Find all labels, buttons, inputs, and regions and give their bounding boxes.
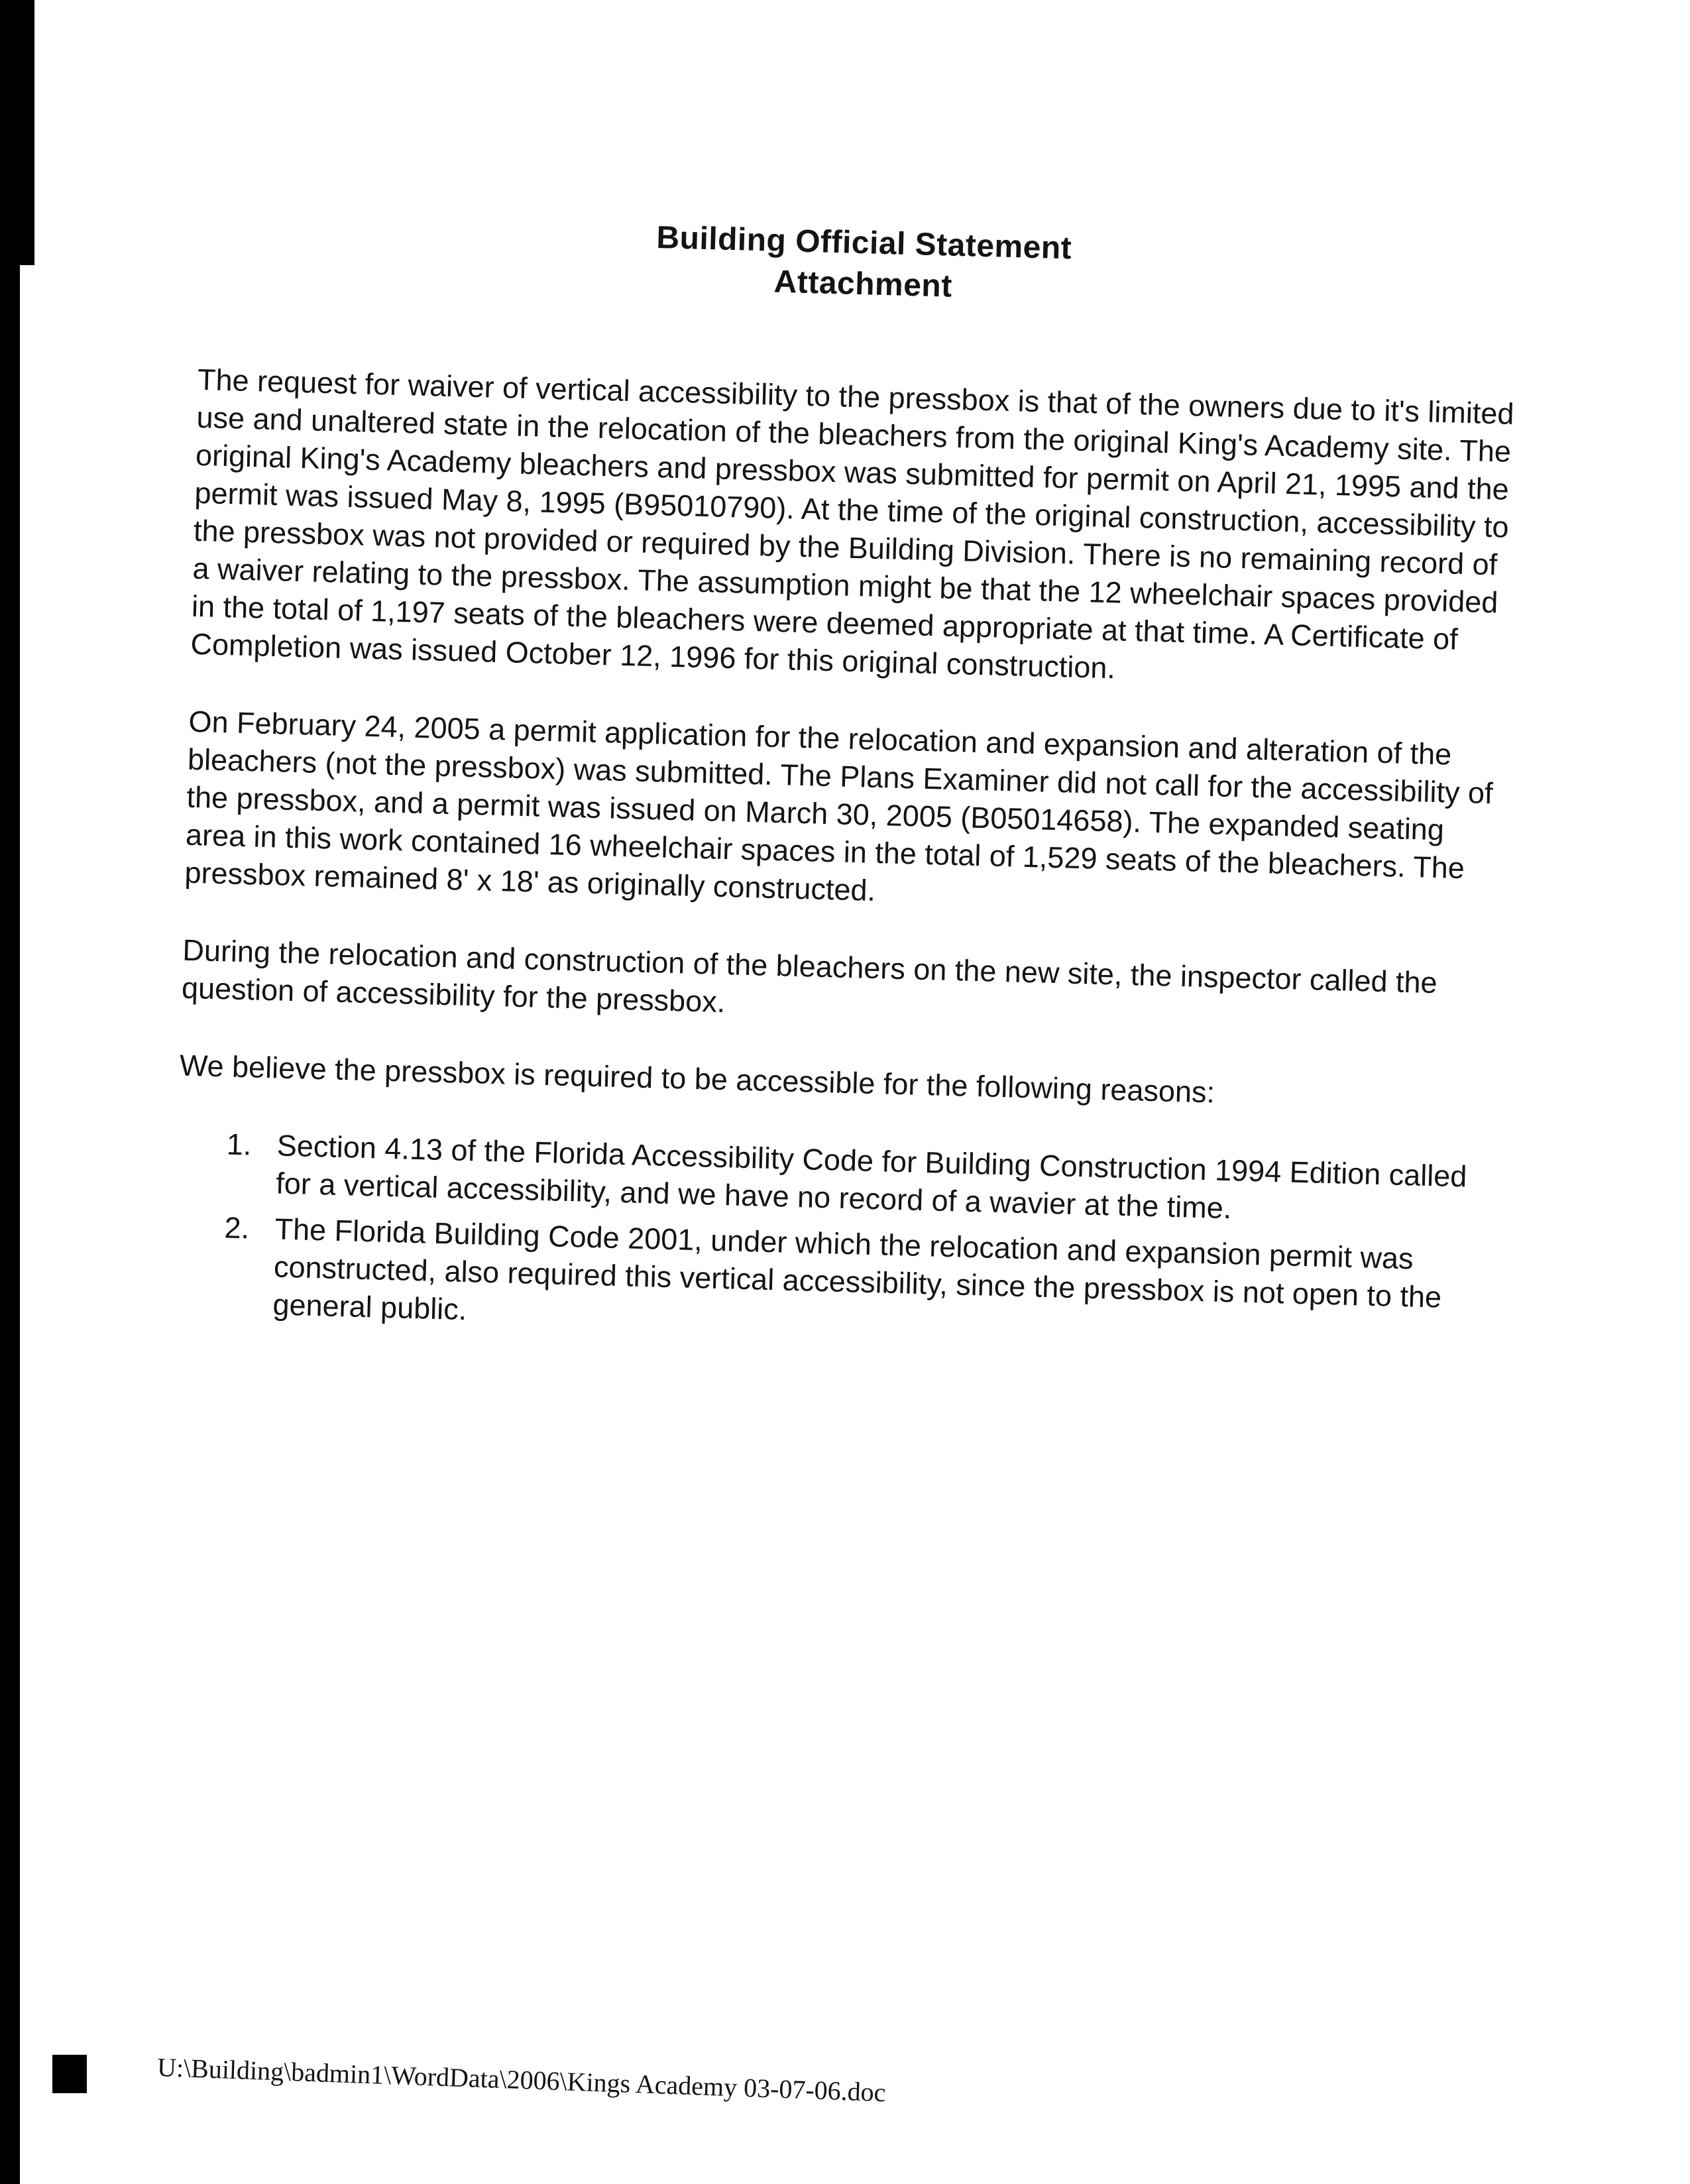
scan-artifact-bottom-left-blob <box>52 2055 87 2093</box>
list-item-number: 2. <box>223 1210 250 1245</box>
paragraph-original-permit-history: The request for waiver of vertical accessibility to the pressbox is that of the owners due to it's limited use and unaltered state in the relocation of the bleachers from the original King's Academy site. The original King's Academy bleachers and pressbox was submitted for permit on April 21, 1995 and the permit was issued May 8, 1995 (B95010790). At the time of the original construction, accessibility to the pressbox was not provided or required by the Building Division. There is no remaining record of a waiver relating to the pressbox. The assumption might be that the 12 wheelchair spaces provided in the total of 1,197 seats of the bleachers were deemed appropriate at that time. A Certificate of Completion was issued October 12, 1996 for this original construction. <box>190 362 1515 685</box>
reasons-list <box>173 1124 1503 1355</box>
paragraph-inspector-question: During the relocation and construction of the bleachers on the new site, the inspector called the question of accessibility for the pressbox. <box>181 933 1438 1019</box>
document-title-line-2: Attachment <box>773 264 953 304</box>
scan-artifact-left-edge <box>0 0 20 2184</box>
list-item-text: Section 4.13 of the Florida Accessibility Code for Building Construction 1994 Edition called for a vertical accessibility, and we have no record of a wavier at the time. <box>275 1128 1468 1226</box>
list-item-number: 1. <box>226 1127 253 1162</box>
scan-artifact-top-left-corner <box>0 0 34 265</box>
list-item <box>173 1207 1501 1355</box>
document-body <box>173 205 1528 1363</box>
paragraph-accessibility-belief: We believe the pressbox is required to be accessible for the following reasons: <box>179 1048 1215 1110</box>
paragraph-relocation-permit-2005: On February 24, 2005 a permit application for the relocation and expansion and alteration of the bleachers (not the pressbox) was submitted. The Plans Examiner did not call for the accessibility of the pressbox, and a permit was issued on March 30, 2005 (B05014658). The expanded seating area in this work contained 16 wheelchair spaces in the total of 1,529 seats of the bleachers. The pressbox remained 8' x 18' as originally constructed. <box>184 704 1494 907</box>
document-paragraphs <box>179 361 1523 1119</box>
document-file-path: U:\Building\badmin1\WordData\2006\Kings Academy 03-07-06.doc <box>156 2051 887 2108</box>
list-item-text: The Florida Building Code 2001, under which the relocation and expansion permit was constructed, also required this vertical accessibility, since the pressbox is not open to the general public. <box>272 1212 1442 1327</box>
document-title <box>200 205 1528 322</box>
document-title-line-1: Building Official Statement <box>655 219 1072 266</box>
